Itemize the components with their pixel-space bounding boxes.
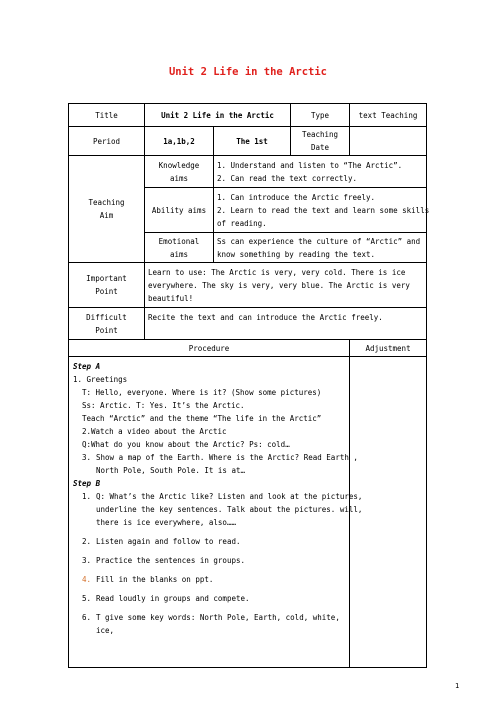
difficult-point-label: Difficult Point [69, 308, 145, 340]
page-number: 1 [455, 682, 460, 690]
step-b-item-6: 6. T give some key words: North Pole, Earth, cold, white, ice, [82, 613, 340, 635]
ability-aims-text: 1. Can introduce the Arctic freely. 2. Learn to read the text and learn some skills of reading. [214, 188, 427, 233]
step-a-line-6: Q:What do you know about the Arctic? Ps: cold… [82, 440, 290, 449]
step-a-line-3: Ss: Arctic. T: Yes. It’s the Arctic. [82, 401, 245, 410]
important-point-text: Learn to use: The Arctic is very, very cold. There is ice everywhere. The sky is very, very blue. The Arctic is very beautiful! [145, 263, 427, 308]
title-label: Title [69, 104, 145, 127]
document-title: Unit 2 Life in the Arctic [168, 66, 328, 78]
procedure-header: Procedure [69, 340, 350, 357]
step-b-heading: Step B [73, 479, 101, 488]
period-label: Period [69, 127, 145, 156]
emotional-aims-label: Emotional aims [145, 233, 214, 263]
step-b-item-2: 2. Listen again and follow to read. [82, 537, 241, 546]
difficult-point-row [69, 308, 427, 340]
step-b-item-5: 5. Read loudly in groups and compete. [82, 594, 250, 603]
teaching-date-value [350, 127, 427, 156]
procedure-header-row [69, 340, 427, 357]
lesson-plan-table [68, 103, 430, 668]
period-row [69, 127, 427, 156]
type-label: Type [291, 104, 350, 127]
difficult-point-text: Recite the text and can introduce the Arctic freely. [145, 308, 427, 340]
step-a-line-4: Teach “Arctic” and the theme “The life in the Arctic” [82, 414, 322, 423]
lesson-number: The 1st [214, 127, 291, 156]
step-b-item-3: 3. Practice the sentences in groups. [82, 556, 246, 565]
step-b-item-4: 4. Fill in the blanks on ppt. [82, 575, 214, 584]
title-value: Unit 2 Life in the Arctic [145, 104, 291, 127]
emotional-aims-text: Ss can experience the culture of “Arctic” and know something by reading the text. [214, 233, 427, 263]
knowledge-aims-label: Knowledge aims [145, 156, 214, 188]
knowledge-aims-text: 1. Understand and listen to “The Arctic”. 2. Can read the text correctly. [214, 156, 427, 188]
important-point-row [69, 263, 427, 308]
teaching-date-label: Teaching Date [291, 127, 350, 156]
step-a-line-2: T: Hello, everyone. Where is it? (Show some pictures) [82, 388, 322, 397]
step-b-item-1: 1. Q: What’s the Arctic like? Listen and look at the pictures, underline the key sentences. Talk about the pictures. will, there is ice everywhere, also…… [82, 492, 363, 527]
title-row [69, 104, 427, 127]
ability-aims-label: Ability aims [145, 188, 214, 233]
step-a-line-5: 2.Watch a video about the Arctic [82, 427, 227, 436]
knowledge-aims-row [69, 156, 427, 188]
type-value: text Teaching [350, 104, 427, 127]
teaching-aim-label: Teaching Aim [69, 156, 145, 263]
period-value: 1a,1b,2 [145, 127, 214, 156]
step-a-heading: Step A [73, 362, 101, 371]
procedure-content [69, 357, 363, 668]
step-a-item-3: 3. Show a map of the Earth. Where is the Arctic? Read Earth , North Pole, South Pole. It is at… [82, 453, 358, 475]
important-point-label: Important Point [69, 263, 145, 308]
greetings-line: 1. Greetings [73, 375, 128, 384]
procedure-row [69, 357, 427, 668]
adjustment-header: Adjustment [350, 340, 427, 357]
